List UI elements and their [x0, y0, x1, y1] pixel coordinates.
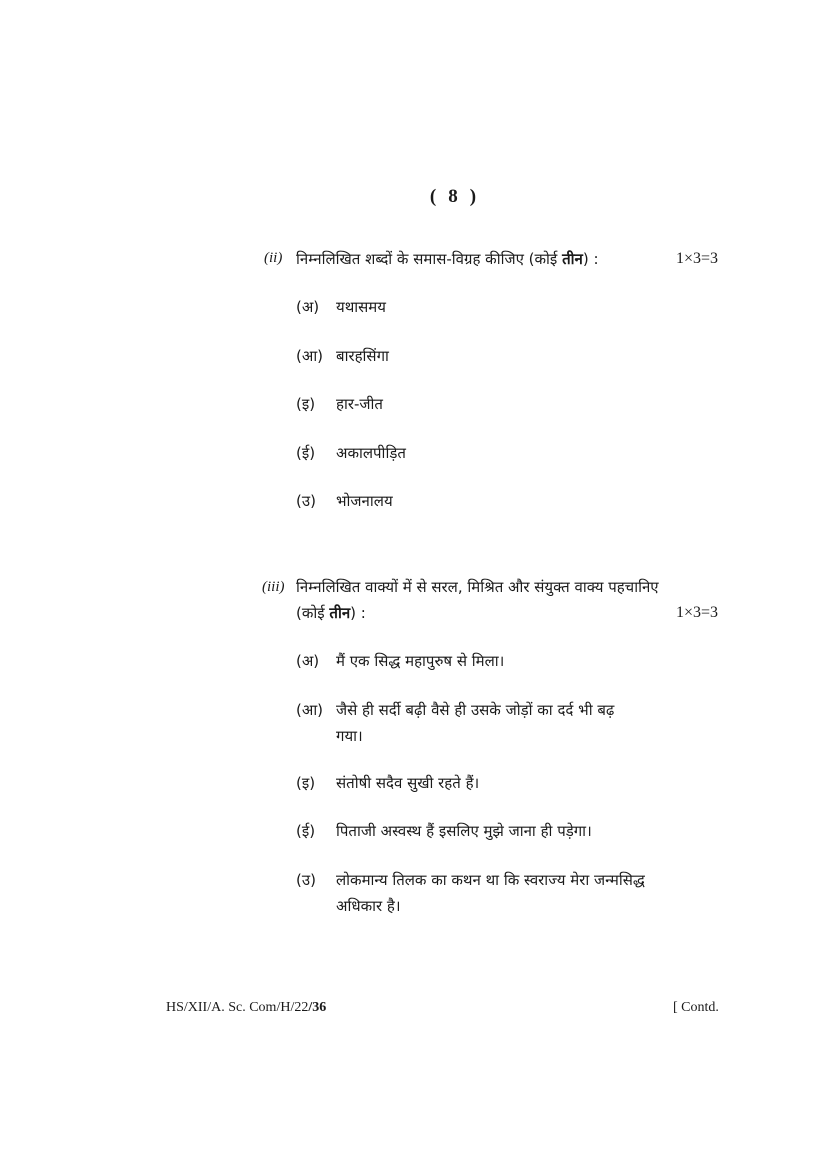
question-number-iii: (iii) [262, 579, 285, 595]
footer-contd: [ Contd. [673, 1000, 719, 1015]
q3-option-aa: (आ) जैसे ही सर्दी बढ़ी वैसे ही उसके जोड़ों का दर्द भी बढ़ [296, 701, 615, 719]
page-number-value: 8 [448, 186, 458, 207]
q2-option-ii: (ई) अकालपीड़ित [296, 444, 406, 462]
page-number: ( 8 ) [429, 186, 477, 207]
q3-option-ii: (ई) पिताजी अस्वस्थ हैं इसलिए मुझे जाना ही पड़ेगा। [296, 822, 592, 840]
question-iii-text: निम्नलिखित वाक्यों में से सरल, मिश्रित और संयुक्त वाक्य पहचानिए [296, 578, 659, 596]
q3-option-i: (इ) संतोषी सदैव सुखी रहते हैं। [296, 774, 480, 792]
q2-option-a: (अ) यथासमय [296, 298, 386, 316]
footer-paper-code: HS/XII/A. Sc. Com/H/22/36 [166, 1000, 327, 1015]
question-iii-marks: 1×3=3 [676, 604, 719, 621]
q3-option-a: (अ) मैं एक सिद्ध महापुरुष से मिला। [296, 652, 505, 670]
q3-option-aa-line2: गया। [336, 727, 363, 745]
q2-option-i: (इ) हार-जीत [296, 395, 383, 413]
q3-option-u: (उ) लोकमान्य तिलक का कथन था कि स्वराज्य मेरा जन्मसिद्ध [296, 871, 645, 889]
question-number-ii: (ii) [264, 250, 283, 266]
q3-option-u-line2: अधिकार है। [336, 897, 401, 915]
q2-option-aa: (आ) बारहसिंगा [296, 347, 389, 365]
question-iii-text-line2: (कोई तीन) : [296, 604, 366, 622]
question-ii-text: निम्नलिखित शब्दों के समास-विग्रह कीजिए (कोई तीन) : [296, 250, 599, 268]
q2-option-u: (उ) भोजनालय [296, 492, 393, 510]
question-ii-marks: 1×3=3 [676, 250, 719, 267]
